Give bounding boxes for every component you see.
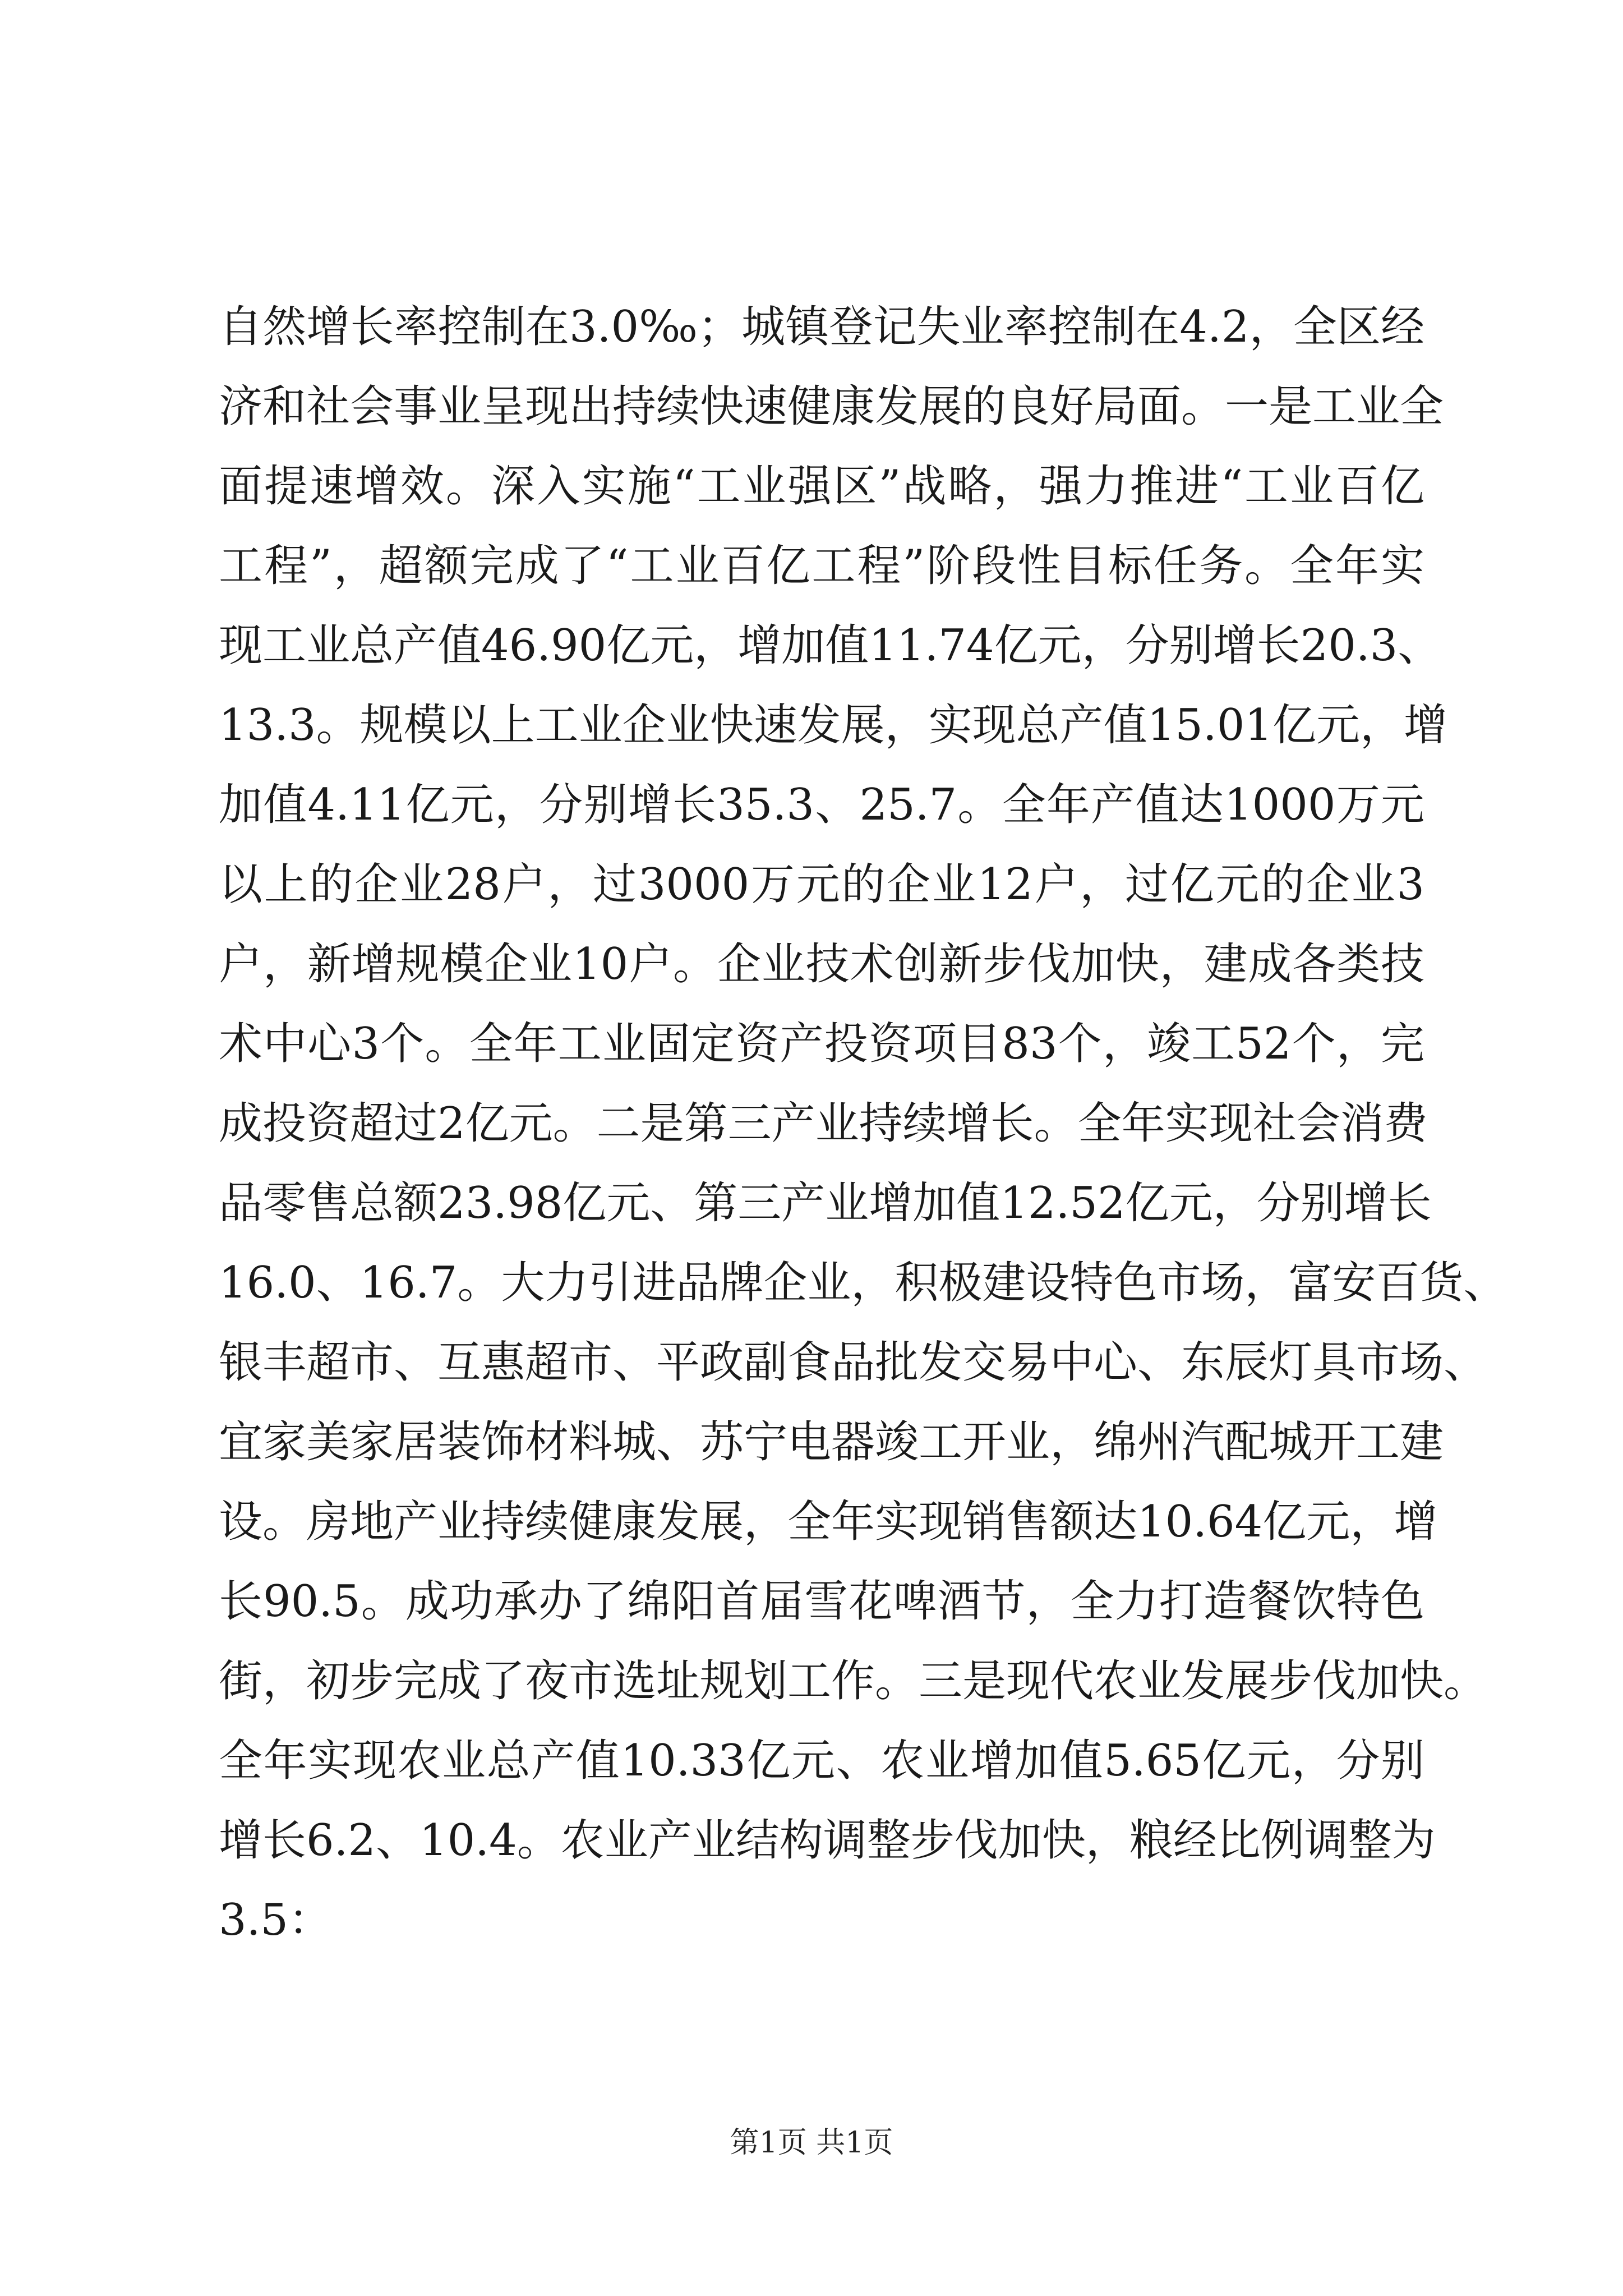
text-line: 以上的企业28户，过3000万元的企业12户，过亿元的企业3 bbox=[219, 859, 1424, 910]
text-line: 设。房地产业持续健康发展，全年实现销售额达10.64亿元，增 bbox=[219, 1497, 1438, 1547]
text-line: 济和社会事业呈现出持续快速健康发展的良好局面。一是工业全 bbox=[219, 381, 1444, 432]
text-line: 13.3。规模以上工业企业快速发展，实现总产值15.01亿元，增 bbox=[219, 700, 1447, 751]
text-line: 面提速增效。深入实施“工业强区”战略，强力推进“工业百亿 bbox=[219, 461, 1424, 512]
page-footer: 第1页 共1页 bbox=[730, 2126, 893, 2160]
text-line: 成投资超过2亿元。二是第三产业持续增长。全年实现社会消费 bbox=[219, 1098, 1428, 1149]
text-line: 全年实现农业总产值10.33亿元、农业增加值5.65亿元，分别 bbox=[219, 1736, 1424, 1786]
text-line: 自然增长率控制在3.0‰；城镇登记失业率控制在4.2，全区经 bbox=[219, 302, 1424, 352]
text-line: 加值4.11亿元，分别增长35.3、25.7。全年产值达1000万元 bbox=[219, 780, 1424, 830]
text-line: 户，新增规模企业10户。企业技术创新步伐加快，建成各类技 bbox=[219, 939, 1424, 990]
text-line: 银丰超市、互惠超市、平政副食品批发交易中心、东辰灯具市场、 bbox=[219, 1337, 1488, 1388]
text-line: 现工业总产值46.90亿元，增加值11.74亿元，分别增长20.3、 bbox=[219, 620, 1442, 671]
text-line: 增长6.2、10.4。农业产业结构调整步伐加快，粮经比例调整为 bbox=[219, 1815, 1436, 1866]
text-line: 术中心3个。全年工业固定资产投资项目83个，竣工52个，完 bbox=[219, 1019, 1424, 1069]
text-line: 品零售总额23.98亿元、第三产业增加值12.52亿元，分别增长 bbox=[219, 1178, 1432, 1228]
text-line: 16.0、16.7。大力引进品牌企业，积极建设特色市场，富安百货、 bbox=[219, 1258, 1507, 1308]
text-line: 长90.5。成功承办了绵阳首届雪花啤酒节，全力打造餐饮特色 bbox=[219, 1576, 1424, 1627]
text-line: 3.5： bbox=[219, 1895, 333, 1945]
text-line: 街，初步完成了夜市选址规划工作。三是现代农业发展步伐加快。 bbox=[219, 1656, 1488, 1706]
text-line: 工程”，超额完成了“工业百亿工程”阶段性目标任务。全年实 bbox=[219, 541, 1424, 591]
text-line: 宜家美家居装饰材料城、苏宁电器竣工开业，绵州汽配城开工建 bbox=[219, 1417, 1444, 1467]
document-body bbox=[219, 287, 1507, 1960]
